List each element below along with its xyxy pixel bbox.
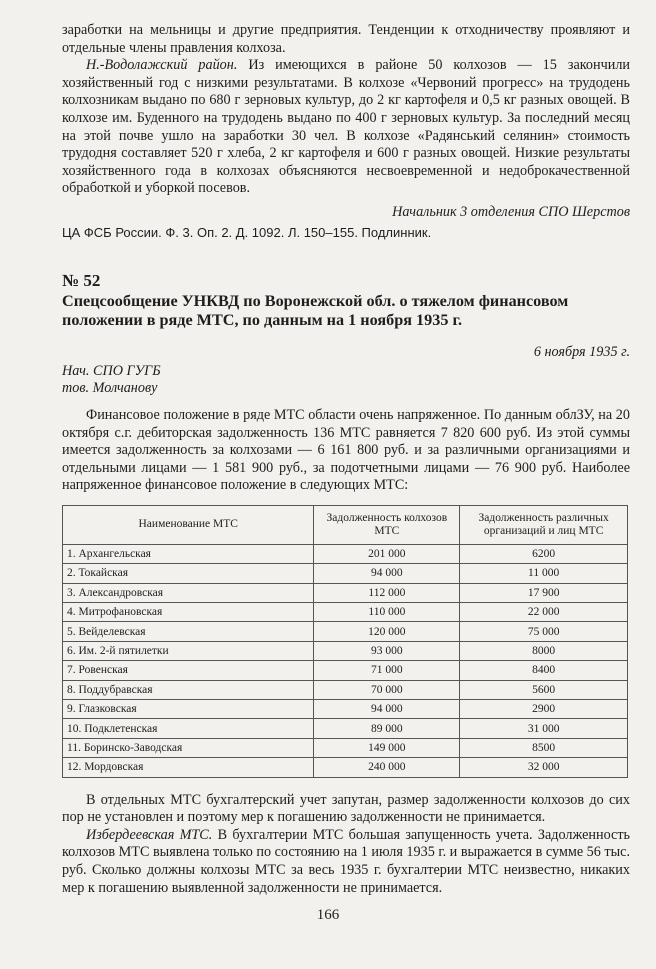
table-row <box>63 700 628 719</box>
mts-name: 4. Митрофановская <box>63 603 314 622</box>
archive-reference: ЦА ФСБ России. Ф. 3. Оп. 2. Д. 1092. Л. 150–155. Подлинник. <box>62 224 432 240</box>
addressee <box>62 363 630 397</box>
table-row <box>63 661 628 680</box>
debt-table <box>62 505 628 778</box>
header-org-debt: Задолженность различных организаций и лиц МТС <box>460 505 628 544</box>
org-debt: 8400 <box>460 661 628 680</box>
header-kolkhoz-debt: Задолженность колхозов МТС <box>314 505 460 544</box>
mts-name: 8. Поддубравская <box>63 680 314 699</box>
org-debt: 2900 <box>460 700 628 719</box>
table-row <box>63 583 628 602</box>
mts-name-italic: Избердеевская МТС. <box>86 826 213 843</box>
document-date: 6 ноября 1935 г. <box>533 343 630 360</box>
mts-text: В бухгалтерии МТС большая запущенность учета. Задолженность колхозов МТС выявлена только по состоянию на 1 июля 1935 г. и выражается в сумме 56 тыс. руб. Сколько должны колхозы МТС за весь 1935 г. бухгалтерии МТС неизвестно, никаких мер к погашению выявленной задолженности не принимается. <box>62 826 630 896</box>
table-row <box>63 641 628 660</box>
org-debt: 22 000 <box>460 603 628 622</box>
org-debt: 6200 <box>460 544 628 563</box>
document-paragraph-1: Финансовое положение в ряде МТС области очень напряженное. По данным облЗУ, на 20 октября с.г. дебиторская задолженность 136 МТС равняется 7 820 600 руб. Из этой суммы имеется задолженность за колхозами — 6 161 800 руб. и за различными организациями и отдельными лицами — 1 581 900 руб., за подотчетными лицами — 76 900 руб. Наиболее напряженное финансовое положение в следующих МТС: <box>62 406 630 494</box>
mts-name: 5. Вейделевская <box>63 622 314 641</box>
org-debt: 5600 <box>460 680 628 699</box>
kolkhoz-debt: 89 000 <box>314 719 460 738</box>
mts-name: 2. Токайская <box>63 564 314 583</box>
header-mts-name: Наименование МТС <box>63 505 314 544</box>
signature: Начальник 3 отделения СПО Шерстов <box>392 203 630 220</box>
document-number: № 52 <box>62 270 101 290</box>
table-row <box>63 680 628 699</box>
kolkhoz-debt: 120 000 <box>314 622 460 641</box>
kolkhoz-debt: 201 000 <box>314 544 460 563</box>
after-paragraph-2 <box>62 827 630 897</box>
district-paragraph <box>62 57 630 198</box>
addressee-line-2: тов. Молчанову <box>62 379 158 396</box>
district-text: Из имеющихся в районе 50 колхозов — 15 закончили хозяйственный год с низкими результатами. В колхозе «Червоний прогресс» на трудодень колхозникам выдано по 680 г зерновых культур, до 2 кг картофеля и 0,5 кг разных овощей. В колхозе им. Буденного на трудодень выдано по 400 г зерновых культур. За последний месяц на этой почве ушло на заработки 30 чел. В колхозе «Радянський селянин» стоимость трудодня составляет 520 г хлеба, 2 кг картофеля и 600 г разных овощей. Низкие результаты хозяйственного года в колхозах объясняются несвоевременной и недоброкачественной обработкой и уборкой посевов. <box>62 57 630 197</box>
table-header-row <box>63 505 628 544</box>
table-row <box>63 758 628 777</box>
kolkhoz-debt: 112 000 <box>314 583 460 602</box>
mts-name: 1. Архангельская <box>63 544 314 563</box>
mts-name: 10. Подклетенская <box>63 719 314 738</box>
table-row <box>63 719 628 738</box>
kolkhoz-debt: 93 000 <box>314 641 460 660</box>
org-debt: 11 000 <box>460 564 628 583</box>
mts-name: 11. Боринско-Заводская <box>63 738 314 757</box>
kolkhoz-debt: 149 000 <box>314 738 460 757</box>
kolkhoz-debt: 94 000 <box>314 700 460 719</box>
mts-name: 9. Глазковская <box>63 700 314 719</box>
district-name: Н.-Водолажский район. <box>86 57 238 74</box>
mts-name: 3. Александровская <box>63 583 314 602</box>
org-debt: 31 000 <box>460 719 628 738</box>
page-content <box>62 22 630 897</box>
document-title: Спецсообщение УНКВД по Воронежской обл. о тяжелом финансовом положении в ряде МТС, по данным на 1 ноября 1935 г. <box>62 291 569 329</box>
kolkhoz-debt: 70 000 <box>314 680 460 699</box>
intro-continuation: заработки на мельницы и другие предприятия. Тенденции к отходничеству проявляют и отдельные члены правления колхоза. <box>62 22 630 56</box>
mts-name: 12. Мордовская <box>63 758 314 777</box>
org-debt: 75 000 <box>460 622 628 641</box>
table-row <box>63 738 628 757</box>
addressee-line-1: Нач. СПО ГУГБ <box>62 362 161 379</box>
mts-name: 7. Ровенская <box>63 661 314 680</box>
kolkhoz-debt: 71 000 <box>314 661 460 680</box>
org-debt: 8000 <box>460 641 628 660</box>
org-debt: 17 900 <box>460 583 628 602</box>
kolkhoz-debt: 240 000 <box>314 758 460 777</box>
table-row <box>63 564 628 583</box>
table-row <box>63 622 628 641</box>
org-debt: 8500 <box>460 738 628 757</box>
org-debt: 32 000 <box>460 758 628 777</box>
mts-name: 6. Им. 2-й пятилетки <box>63 641 314 660</box>
after-paragraph-1: В отдельных МТС бухгалтерский учет запутан, размер задолженности колхозов до сих пор не установлен и поэтому мер к погашению задолженности не принимается. <box>62 791 630 826</box>
table-row <box>63 544 628 563</box>
page-number: 166 <box>316 907 340 923</box>
kolkhoz-debt: 94 000 <box>314 564 460 583</box>
kolkhoz-debt: 110 000 <box>314 603 460 622</box>
table-row <box>63 603 628 622</box>
